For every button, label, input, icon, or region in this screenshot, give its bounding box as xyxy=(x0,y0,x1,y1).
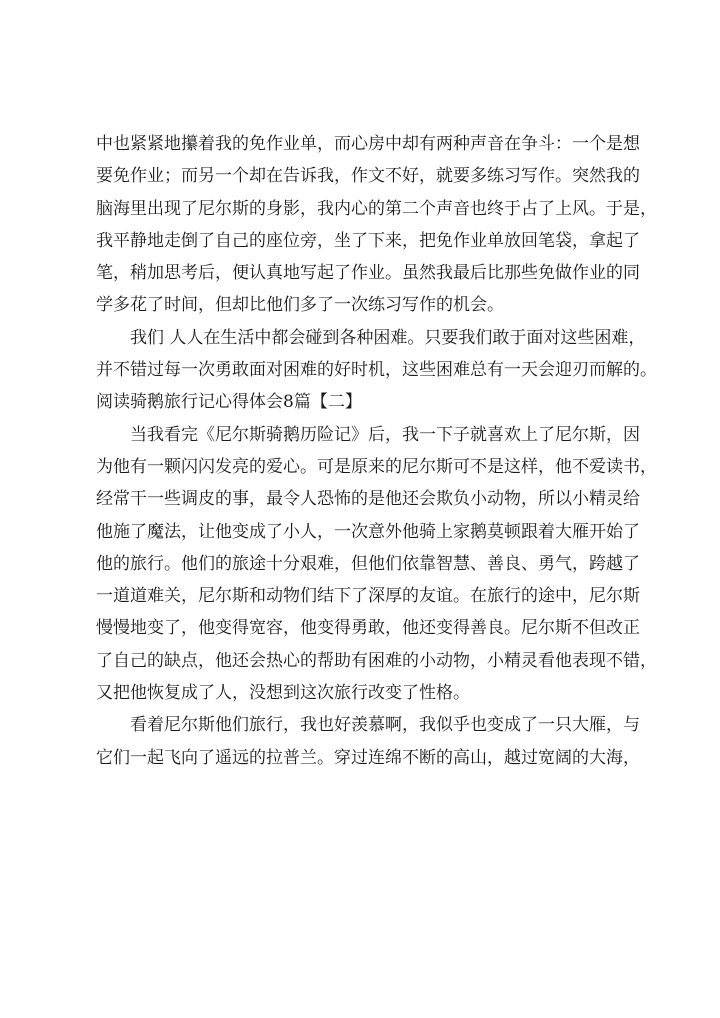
text-line: 他施了魔法，让他变成了小人，一次意外他骑上家鹅莫顿跟着大雁开始了 xyxy=(96,521,640,542)
text-line: 它们一起飞向了遥远的拉普兰。穿过连绵不断的高山，越过宽阔的大海， xyxy=(96,747,640,768)
text-line: 了自己的缺点，他还会热心的帮助有困难的小动物，小精灵看他表现不错， xyxy=(96,650,657,671)
text-line: 又把他恢复成了人，没想到这次旅行改变了性格。 xyxy=(96,683,470,704)
text-line: 他的旅行。他们的旅途十分艰难，但他们依靠智慧、善良、勇气，跨越了 xyxy=(96,553,640,574)
text-line: 并不错过每一次勇敢面对困难的好时机，这些困难总有一天会迎刃而解的。 xyxy=(96,360,657,381)
text-line: 笔，稍加思考后，便认真地写起了作业。虽然我最后比那些免做作业的同 xyxy=(96,263,640,284)
section-heading: 阅读骑鹅旅行记心得体会8篇【二】 xyxy=(96,392,362,413)
text-line: 慢慢地变了，他变得宽容，他变得勇敢，他还变得善良。尼尔斯不但改正 xyxy=(96,618,640,639)
text-line: 当我看完《尼尔斯骑鹅历险记》后，我一下子就喜欢上了尼尔斯，因 xyxy=(130,424,640,445)
text-line: 为他有一颗闪闪发亮的爱心。可是原来的尼尔斯可不是这样，他不爱读书， xyxy=(96,456,657,477)
text-line: 中也紧紧地攥着我的免作业单，而心房中却有两种声音在争斗：一个是想 xyxy=(96,134,640,154)
text-line: 经常干一些调皮的事，最令人恐怖的是他还会欺负小动物，所以小精灵给 xyxy=(96,489,640,510)
text-line: 要免作业；而另一个却在告诉我，作文不好，就要多练习写作。突然我的 xyxy=(96,166,640,187)
text-line: 学多花了时间，但却比他们多了一次练习写作的机会。 xyxy=(96,295,504,316)
text-line: 我平静地走倒了自己的座位旁，坐了下来，把免作业单放回笔袋，拿起了 xyxy=(96,230,640,251)
text-line: 我们 人人在生活中都会碰到各种困难。只要我们敢于面对这些困难， xyxy=(130,327,646,348)
text-line: 看着尼尔斯他们旅行，我也好羡慕啊，我似乎也变成了一只大雁，与 xyxy=(130,715,640,736)
body-text xyxy=(96,128,657,774)
text-line: 一道道难关，尼尔斯和动物们结下了深厚的友谊。在旅行的途中，尼尔斯 xyxy=(96,586,640,607)
text-line: 脑海里出现了尼尔斯的身影，我内心的第二个声音也终于占了上风。于是， xyxy=(96,198,657,219)
